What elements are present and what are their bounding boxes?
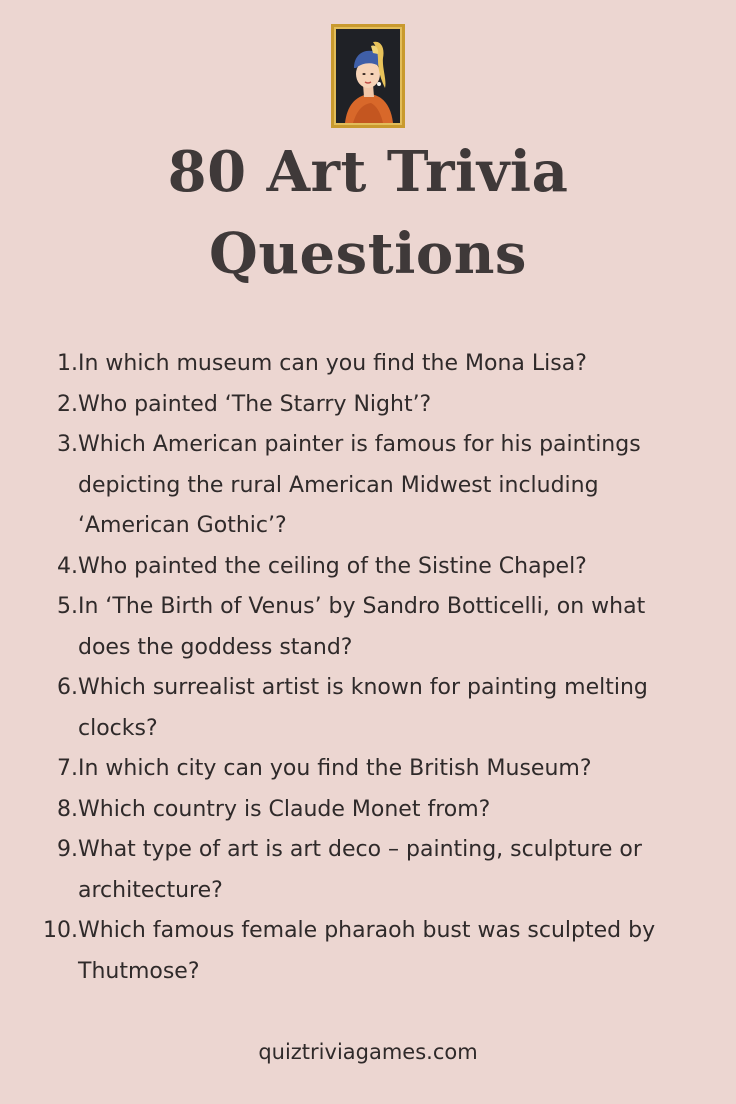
page-title-line2: Questions (209, 221, 527, 287)
question-number: 10. (43, 918, 78, 943)
question-item-5 (40, 587, 700, 668)
website-footer: quiztriviagames.com (258, 1040, 478, 1064)
question-number: 8. (57, 796, 78, 822)
question-text: Which country is Claude Monet from? (78, 796, 491, 822)
question-number: 6. (57, 675, 78, 700)
question-list (40, 344, 700, 992)
question-item-10 (40, 911, 700, 992)
question-item-1 (40, 344, 700, 385)
question-text: What type of art is art deco – painting, sculpture or architecture? (78, 837, 642, 903)
girl-with-pearl-earring-portrait-icon (331, 24, 405, 128)
question-number: 7. (57, 756, 78, 781)
question-text: In which museum can you find the Mona Lisa? (78, 351, 587, 376)
question-item-4 (40, 547, 700, 588)
question-number: 4. (57, 553, 78, 579)
question-item-6 (40, 668, 700, 749)
question-text: In which city can you find the British Museum? (78, 756, 592, 781)
question-text: Who painted ‘The Starry Night’? (78, 391, 432, 417)
question-number: 2. (57, 391, 78, 417)
question-number: 3. (57, 432, 78, 457)
question-text: Who painted the ceiling of the Sistine Chapel? (78, 553, 587, 579)
question-number: 1. (57, 351, 78, 376)
question-item-8 (40, 790, 700, 831)
question-item-3 (40, 425, 700, 547)
question-text: Which famous female pharaoh bust was sculpted by Thutmose? (78, 918, 656, 984)
question-number: 9. (57, 837, 78, 862)
question-item-2 (40, 385, 700, 426)
question-text: Which surrealist artist is known for painting melting clocks? (78, 675, 648, 741)
question-item-7 (40, 749, 700, 790)
question-text: Which American painter is famous for his paintings depicting the rural American Midwest including ‘American Gothic’? (78, 432, 641, 538)
question-item-9 (40, 830, 700, 911)
page-title-line1: 80 Art Trivia (167, 139, 569, 205)
question-text: In ‘The Birth of Venus’ by Sandro Botticelli, on what does the goddess stand? (78, 594, 646, 660)
question-number: 5. (57, 594, 78, 619)
